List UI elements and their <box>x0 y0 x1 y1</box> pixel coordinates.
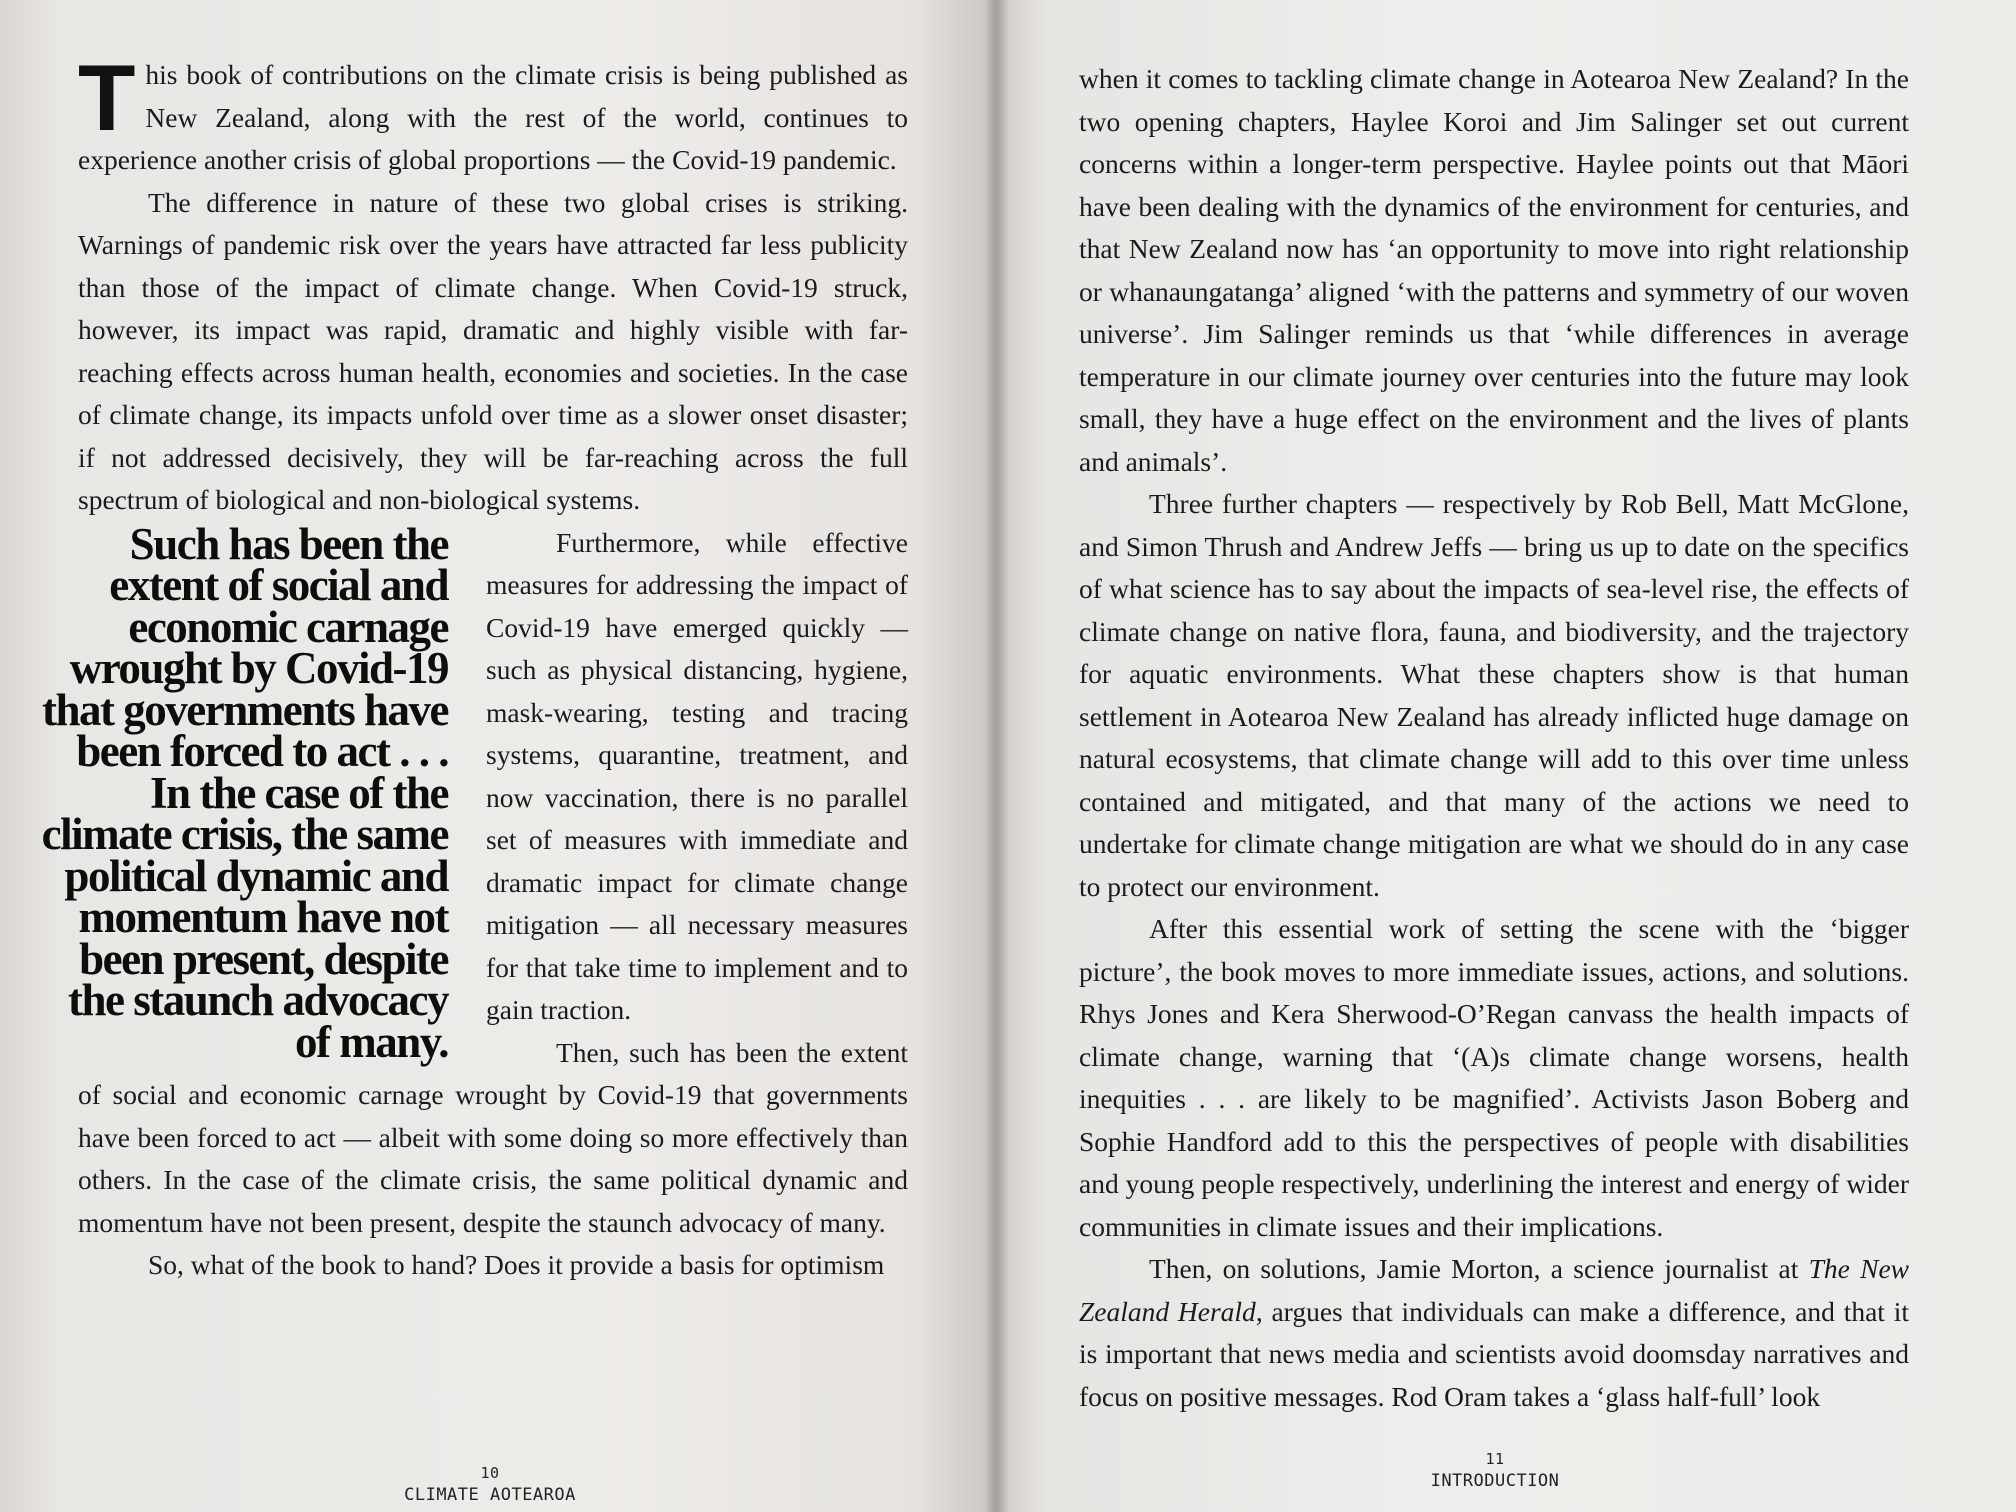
right-paragraph-1: when it comes to tackling climate change in Aotearoa New Zealand? In the two opening chapters, Haylee Koroi and Jim Salinger set out current concerns within a longer-term perspective. Haylee points out that Māori have been dealing with the dynamics of the environment for centuries, and that New Zealand now has ‘an opportunity to move into right relationship or whanaungatanga’ aligned ‘with the patterns and symmetry of our woven universe’. Jim Salinger reminds us that ‘while differences in average temperature in our climate journey over centuries into the future may look small, they have a huge effect on the environment and the lives of plants and animals’. <box>1079 63 1909 477</box>
left-paragraph-2: The difference in nature of these two global crises is striking. Warnings of pandemic risk over the years have attracted far less publicity than those of the impact of climate change. When Covid-19 struck, however, its impact was rapid, dramatic and highly visible with far-reaching effects across human health, economies and societies. In the case of climate change, its impacts unfold over time as a slower onset disaster; if not addressed decisively, they will be far-reaching across the full spectrum of biological and non-biological systems. <box>78 186 908 515</box>
left-page-text <box>41 45 908 1287</box>
left-page <box>0 0 995 1512</box>
left-page-footer <box>390 1462 590 1506</box>
drop-cap: T <box>78 45 136 150</box>
right-page <box>995 0 2016 1512</box>
newspaper-title: The New Zealand Herald <box>1079 1253 1909 1327</box>
left-paragraph-5: So, what of the book to hand? Does it provide a basis for optimism <box>148 1249 885 1280</box>
right-running-footer: INTRODUCTION <box>1430 1471 1560 1491</box>
left-paragraph-3: Furthermore, while effective measures for addressing the impact of Covid-19 have emerged quickly — such as physical distancing, hygiene, mask-wearing, testing and tracing systems, quarantine, treatment, and now vaccination, there is no parallel set of measures with immediate and dramatic impact for climate change mitigation — all necessary measures for that take time to implement and to gain traction. <box>486 526 908 1025</box>
right-paragraph-2: Three further chapters — respectively by Rob Bell, Matt McGlone, and Simon Thrush and Andrew Jeffs — bring us up to date on the specifics of what science has to say about the impacts of sea-level rise, the effects of climate change on native flora, fauna, and biodiversity, and the trajectory for aquatic environments. What these chapters show is that human settlement in Aotearoa New Zealand has already inflicted huge damage on natural ecosystems, that climate change will add to this over time unless contained and mitigated, and that many of the actions we need to undertake for climate change mitigation are what we should do in any case to protect our environment. <box>1079 488 1909 902</box>
right-paragraph-4: Then, on solutions, Jamie Morton, a science journalist at The New Zealand Herald, argues that individuals can make a difference, and that it is important that news media and scientists avoid doomsday narratives and focus on positive messages. Rod Oram takes a ‘glass half-full’ look <box>1079 1253 1909 1412</box>
pull-quote: Such has been the extent of social and economic carnage wrought by Covid-19 that governments have been forced to act . . . In the case of the climate crisis, the same political dynamic and momentum have not been present, despite the staunch advocacy of many. <box>41 518 448 1067</box>
left-running-footer: CLIMATE AOTEAROA <box>404 1485 576 1505</box>
left-paragraph-4: Then, such has been the extent of social and economic carnage wrought by Covid-19 that governments have been forced to act — albeit with some doing so more effectively than others. In the case of the climate crisis, the same political dynamic and momentum have not been present, despite the staunch advocacy of many. <box>78 1036 908 1238</box>
pull-quote-wrap <box>41 518 908 1245</box>
right-paragraph-3: After this essential work of setting the scene with the ‘bigger picture’, the book moves to more immediate issues, actions, and solutions. Rhys Jones and Kera Sherwood-O’Regan canvass the health impacts of climate change, warning that ‘(A)s climate change worsens, health inequities . . . are likely to be magnified’. Activists Jason Boberg and Sophie Handford add to this the perspectives of people with disabilities and young people respectively, underlining the interest and energy of wider communities in climate issues and their implications. <box>1079 913 1909 1242</box>
book-gutter <box>985 0 1009 1512</box>
right-page-text <box>1079 58 1909 1418</box>
left-paragraph-1: This book of contributions on the climate crisis is being published as New Zealand, along with the rest of the world, continues to experience another crisis of global proportions — the Covid-19 pandemic. <box>78 45 908 175</box>
right-page-number: 11 <box>1485 1450 1505 1468</box>
right-page-footer <box>1395 1448 1595 1492</box>
left-page-number: 10 <box>480 1464 500 1482</box>
